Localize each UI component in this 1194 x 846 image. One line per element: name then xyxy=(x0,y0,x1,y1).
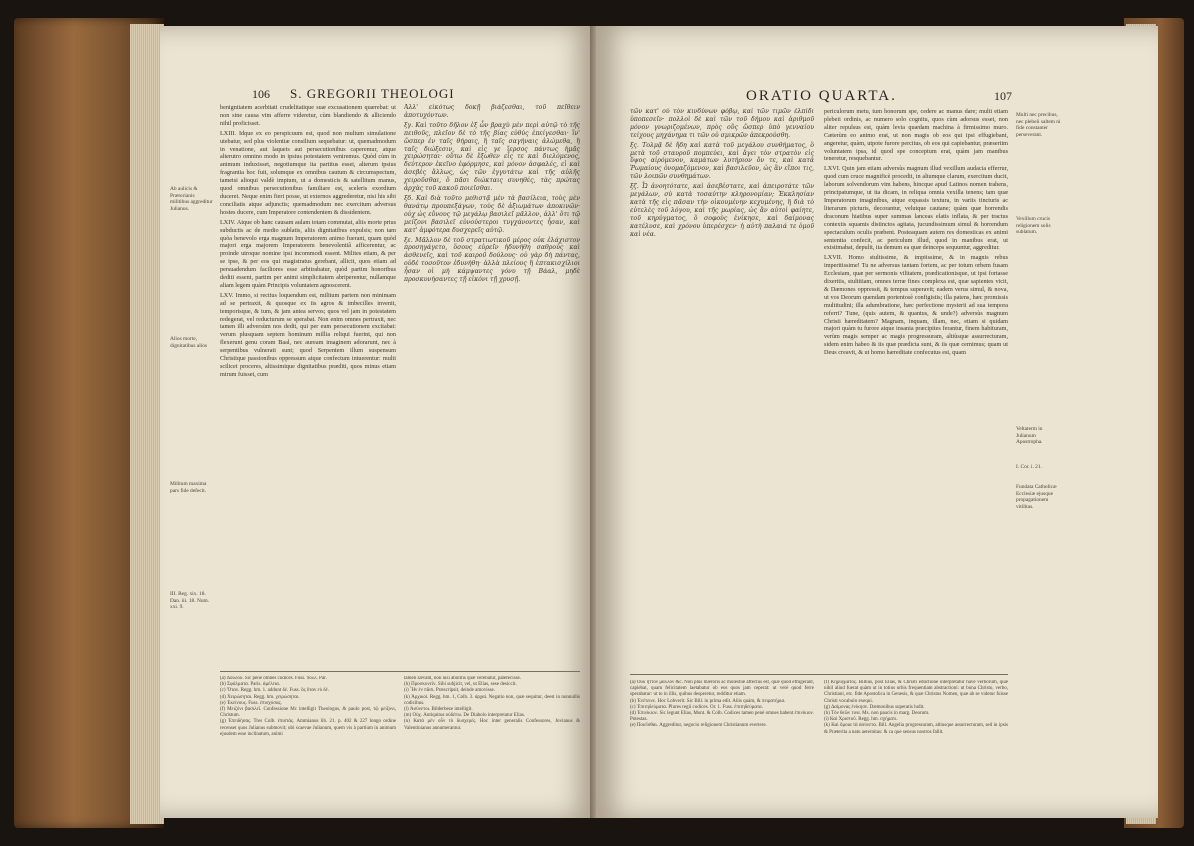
latin-paragraph: periculorum metu, tum honorum spe, cedere ac manus dare; multi etiam plebeii ordinis, ac numero solo cognitu, quos cùm adorsus esset, non aliter repulsus est, quàm levia quædam machina à firmissimo muro. Cæterùm eo animo erat, ut non magis ob eos qui ipsi effugiebant, angeretur, quàm, utpote furore percitus, ob eos qui capiebantur, præsertim voluntatem ipsa, id quod spe conceptum erat, quàm jam manibus teneretur, resquebantur. xyxy=(824,108,1008,163)
footnotes-right-column xyxy=(824,680,1008,806)
footnote: (g) Δαίμονας ἐνίκησε. Dæmonibus superatis ludit. xyxy=(824,704,925,710)
margin-note: Fundata Catholicæ Ecclesiæ ejusque propagationem vitilitas. xyxy=(1016,484,1057,510)
margin-note: Veltaterm in Julianum Apostropha. xyxy=(1016,426,1043,446)
footnote: (i) Καὶ Χριστοῦ. Regg. hm. σχήματι. xyxy=(824,717,898,723)
footnote-divider xyxy=(220,671,580,672)
greek-paragraph: ξδ. Καὶ διὰ τοῦτο μεθιστᾷ μὲν τὰ βασίλεια, τοὺς μὲν θανάτῳ προυπεξάγων, τοὺς δὲ ἀξιωμάτων ἀποκινῶν· οὐχ ὡς εὔνους τῷ μεγάλῳ βασιλεῖ μᾶλλον, ἀλλ' ὅτι τῷ μείζονι βασιλεῖ εὐνούστεροι τυγχάνοντες ἦσαν, καὶ κατ' ἀμφότερα δυσχερεῖς αὐτῷ. xyxy=(404,194,580,234)
footnote: (a) Οὐκ ἦττον μᾶλλον &c. Non plus mæroris ac molestiæ affectus est, quæ quod effugerant, capiebat, quam felicitatem laetabatur ob eos quos jam ceperat: ut verè quod ferre sperabatur: ut to in illis, quibus desperetur, redditur etiam. xyxy=(630,680,814,698)
greek-paragraph: τῶν κατ' οὐ τὸν κινδύνων φόβῳ, καὶ τῶν τιμῶν ἐλπίδι ὑποπεσεῖν· πολλοὶ δὲ καὶ τῶν τοῦ δήμου καὶ ἀριθμοῦ μόνον γνωριζομένων, πρὸς οὓς ὥσπερ ὑπὸ γενναίου τείχους μηχάνημα τι τῶν οὐ σμικρῶν ἀπεκρούσθη. xyxy=(630,108,814,139)
footnotes-left-column xyxy=(630,680,814,806)
latin-paragraph: LXVII. Homo stultissime, & impiissime, & in magnis rebus imperitissime! Tu ne adversus tantam fortem, ac per totum orbem fusam Ecclesiam, quæ per sermonis vilitatem, prædicationisque, ut ipsi fortasse dixeritis, stultitiam, omnes terræ fines complexa est, quæ sapientes vicit, & Dæmones oppressit, & tempus superavit; eadem verus simul, & nova, ut vos Deorum quendam portentosè configistis; illa patens, hæc promissis multitudini; illa adumbratione, hæc perfectione mysterii ad sua tempora referri? Tune, (quis autem, & quantus, & unde?) adversùs magnum Christi hæreditatem? Magnam, inquam, illam, nec, etiam si quidam majori quàm tu furore atque insania præcipites ferantur, finem habituram, verùm magis semper ac magis progressuram, altiùsque assurrecturam, sidem enim habeo & iis quæ prædicta sunt, & iis quæ cernimus; quam ut Deus creavit, & ut homo hæreditate confecutus est, quam xyxy=(824,254,1008,357)
latin-paragraph: benignitatem acerbitati crudelitatique suæ excusationem quærebat: ut non sine causa vim afferre videretur, cùm blandiendo & alliciendo nihil proficisset. xyxy=(220,104,396,127)
margin-note: Vexillum crucis religionem solis sublatum. xyxy=(1016,216,1051,236)
latin-paragraph: LXV. Immo, si rectius loquendum est, militum partem non minimam ad se pertraxit, & quosque ex iis agros & imbecilles invenit, temporisque, & tum, & jam antea servos; quos vel jam in potestatem redegerat, vel reducturum se sperabat. Non enim omnes pertraxit, nec tamen illi adversùm nos dedit, qui per eum persecutionem excitabat: verum plusquam septem hominum millia reliqui fuerint, qui non flexerunt genu coram Baal, nec auream imaginem adorarunt, nec à serpentibus vulnerati sunt; quod Serpentem illum suspensum Christique passionibus oppressum atque confectum intuerentur: multi scilicet proceres, altissimique dignitatibus præditi, quos minus etiam mirum fuisset, cum xyxy=(220,291,396,378)
footnote: (b) Σφάλματα. Paris. ἀμέλεια. xyxy=(220,682,280,688)
greek-paragraph: ξε. Μᾶλλον δὲ τοῦ στρατιωτικοῦ μέρος οὐκ ἐλάχιστον προσηγάγετο, ὅσους εὑρεῖν ἠδυνήθη σαθροὺς καὶ ἀσθενεῖς, καὶ τοῦ καιροῦ δούλους· οὐ γὰρ δὴ πάντας, οὐδὲ τοσοῦτον ἐδυνήθη· ἀλλὰ πλείους ἢ ἑπτακισχίλιοι ἦσαν οἱ μὴ κάμψαντες γόνυ τῇ Βάαλ, μηδὲ προσκυνήσαντες τῇ εἰκόνι τῇ χρυσῇ. xyxy=(404,236,580,284)
margin-note: Alios morte, dignitatibus alios xyxy=(170,336,207,349)
footnote: (k) Ἀρχικοί. Regg. hm. 1, Colb. 3. ἀρχαί. Negatio non, quæ sequitur, deest in nonnullis codicibus. xyxy=(404,694,580,706)
footnote: (h) Τὸν θεῶν τινα. Ms. non paucis in marg. Deorum. xyxy=(824,711,930,717)
footnote: (k) Καὶ ὅμοια τὰ ἀσύνετα. Bill. Angelia progressuram, altiusque assurrecturam, sed in ipsis & Præterita a natu aeternitas: & ca que sensus nostros fallit. xyxy=(824,723,1008,735)
latin-paragraph: LXVI. Quin jam etiam adversùs magnum illud vexillum audacia efferrur, quod cum cruce magnificè procedit, in altumque clarum, exercitum ducit, laborum solvendorum vim habens, hincque apud Latinos nomen trahens, principatumque, ut ita dicam, in reliqua omnia vexilla tenens; tam quæ Imperatorum imaginibus, atque expassis textura, in variis tincturis ac literarum picturis, decorantur, velutque cautane; quàm quæ horrendis draconum hiatibus super summas lanceas elatis inflata, & per tractus contextis squamis distinctos agitata, jucundissimum simul & horrendum spectaculum oculis præbent. Posteaquam autem res domesticas ex animi sententia confecit, ac periculum illud, quod in manibus erat, ut existimabat, depulit, ita demum ea quæ deinceps sequuntur, aggreditur. xyxy=(824,165,1008,252)
left-page-number: 106 xyxy=(252,87,270,101)
footnote: (a) Δούλου. Sic penè omnes codices. Fuss. πολλ. Par. xyxy=(220,676,327,681)
footnote: (l) Ἀσύνετοι. Bilderbeze intelligit. xyxy=(404,707,473,713)
greek-column xyxy=(404,104,580,666)
scripture-reference: III. Reg. xix. 18. Dan. iii. 18. Num. xxi. 9. xyxy=(170,591,210,611)
footnote: (g) Ἐπειδήσας. Tres Colb. ἐπιστάς. Ammianus lib. 21. p. 402 & 227 longo ordine recenset quos Julianus submovit; ubi scaevae Julianum, quem vis à partium in animum ejusdem esse inclinatum, animi xyxy=(220,719,396,737)
footnote: (d) Ἐπινίκιον. Sic legunt Elias, Mont. & Colb. Codices tamen penè omnes habent ἐπινίκιον. Potestas. xyxy=(630,711,814,723)
greek-column xyxy=(630,108,814,670)
footnotes-right-column xyxy=(404,676,580,806)
scripture-reference: I. Cor. i. 21. xyxy=(1016,464,1042,470)
footnote: (m) Οὐχ. Antiquitus οὐδέπω. De Diabolo interpretatur Elias. xyxy=(404,713,526,719)
greek-paragraph: ξγ. Καὶ τοῦτο δῆλον ἐξ ὧν βραχὺ μὲν περὶ αὐτῷ τὸ τῆς πειθοῦς, πλεῖον δὲ τὸ τῆς βίας εὐθὺς ἐπείγεσθαι· ἵν' ὥσπερ ἐν ταῖς θήραις, ἢ ταῖς σαγήναις ἁλώμεθα, ἢ ταῖς διώξεσιν, καὶ εἰς γε ἴερσος πάντως ἡμᾶς χειρώσηται· οὕτω δὲ ἔξωθεν εἶς τε καὶ διελόμενος, δεύτερον ἐκεῖνο ἐφόρμησε, καὶ μόνον ἀσφαλές, εἰ καὶ ἀσεβὲς ἄλλως, ὡς τῶν ἐγγυτάτω καὶ τῆς αὐλῆς χειροῦσθαι, ὃ πᾶσι διώκταις συνηθές, τὰς πρώτας ἀρχὰς τοῦ κακοῦ ποιεῖσθαι. xyxy=(404,121,580,193)
footnote-divider xyxy=(630,674,1008,675)
left-page xyxy=(160,26,596,818)
footnote: (b) Ἐνέτεινε. Hoc Lobverit. Sic Bill. in prima edit. Aliis quàm, & πειρατήρια. xyxy=(630,698,786,704)
margin-note: Militum maxima pars fide defecit. xyxy=(170,481,207,494)
latin-column xyxy=(824,108,1008,670)
footnote: (c) Ὅταν. Regg. hm. 1. addunt δέ. Fuss. ὃς ὅταν εὐ δέ. xyxy=(220,688,330,694)
footnote: (e) Ἐκείνους. Fuss. ἐπισχύσας. xyxy=(220,700,282,706)
footnote: (f) Μειζόνι βασιλεῖ. Confessione Mc intelligit Theologus, & paulo post, τῷ μείζονι, Christum. xyxy=(220,707,396,719)
greek-paragraph: ξζ. Ὦ ἀνοητότατε, καὶ ἀσεβέστατε, καὶ ἀπειροτάτε τῶν μεγάλων, σὺ κατὰ τοσαύτην κληρονομίαν; Ἐκκλησίαν κατὰ τῆς εἰς πᾶσαν τὴν οἰκουμένην κεχυμένης, ἣ διὰ τὸ εὐτελὲς τοῦ λόγου, καὶ τῆς μωρίας, ὡς ἂν αὐτοὶ φαίητε, τοῦ κηρύγματος, ὃ σοφοὺς ἐνίκησε, καὶ δαίμονας κατέλυσε, καὶ χρόνου ὑπερέσχεν· ἡ αὐτὴ παλαιά τε ὁμοῦ καὶ νέα. xyxy=(630,183,814,238)
footnote: (i) Ἦν ἐν πᾶσι. Præscripsit, deinde amovisse. xyxy=(404,688,496,694)
right-page-number: 107 xyxy=(994,89,1012,103)
greek-paragraph: Ἀλλ' εἰκότως δοκῇ βιάζεσθαι, τοῦ πεῖθειν ἀποτυχόντων. xyxy=(404,104,580,119)
latin-paragraph: LXIV. Atque ob hanc causam aulam totam commutat, aliis morte prius subductis ac de medio sublatis, aliis dignitatibus expulsis; non tam quòa benevolo erga magnum Imperatorem animo fuerant, quam quòd majori erga majorem Imperatorem benevolentiâ afficerentur, ac proinde utroque nomine ipsi incommodi essent. Milites etiam, & per se ipse, & per eos qui magistratus gerebant, allicit, quos etiam ad persuadendum faciliores esse arbitrabatur, quòd partim honoribus dediti essent, partim per animi simplicitatem abriperentur, nullamque aliam legem quàm Principis voluntatem agnoscerent. xyxy=(220,218,396,289)
greek-paragraph: ξς. Τολμᾷ δὲ ἤδη καὶ κατὰ τοῦ μεγάλου συνθήματος, ὃ μετὰ τοῦ σταυροῦ πομπεύει, καὶ ἄγει τὸν στρατὸν εἰς ὕψος αἰρόμενον, καμάτων λυτήριον ὄν τε, καὶ κατὰ Ῥωμαίους ὀνομαζόμενον, καὶ βασιλεῦον, ὡς ἂν εἴποι τις, τῶν λοιπῶν συνθημάτων. xyxy=(630,141,814,181)
footnote: (d) Χειρώσηται. Regg. hm. χειρώσηται. xyxy=(220,694,300,700)
footnotes-left-column xyxy=(220,676,396,806)
left-page-edges xyxy=(130,24,164,824)
margin-note: Ab aulicis & Prætorianis militibus aggreditur Julianus. xyxy=(170,186,213,212)
footnote: (n) Κατὰ μὲν οὖν τὸ δυσχερές. Hoc inter generalis Confessores, Jovianus & Valentinianus annumerantur. xyxy=(404,719,580,731)
right-running-head: ORATIO QUARTA. xyxy=(746,88,897,104)
footnote: (f) Κηρύγματος. Billius, post Elias, & Christi eductione interpretatur have verborum, quæ nihil aliud fuerat quàm ut in totius orbis frequentiam abstractioni: ut bona Christo, verbo, Christiani, etc. fide Apostolica in Genesis, & quæ Christus Nomen, quæ ab se videtur fuisse Christi vocabulo exequi. xyxy=(824,680,1008,704)
footnote: (c) Ἐπιτηδεύματα. Plures regii codices. Or. 1. Fuss. ἐπιτηδεύματα. xyxy=(630,704,763,710)
latin-column xyxy=(220,104,396,666)
footnote: (h) Προσκυνεῖν. Sibi subjicit, vel, ut Elias, sese desiccit. xyxy=(404,682,517,688)
latin-paragraph: LXIII. Idque ex eo perspicuum est, quod non multum simulatione utebatur, sed plus violentiæ consilium sequebatur: ut, quemadmodum in venatione, aut laqueis aut persecutionibus caperemur, atque alterutro omnino modo in ipsius potestatem veniremus. Quòd cùm in animum induxisset, negotiumque ita partitus esset, alterum ipsius fragrantia hoc fuit, solumque ex omnibus cautum & circumspectum, tametsi alioqui valdè impium, ut a domesticis & satellitum manus, quod omnibus persecutionibus familiare est, sceleris exordium duceret. Neque enim fieri posse, ut externos aggrederetur, nisi his sibi conciliatis atque adjunctis; quemadmodum nec exercitum adversus hostes ducere, cum Imperatore contendentem & dissidentem. xyxy=(220,129,396,216)
footnote: (e) Ποιεῖσθαι. Aggreditur, negocio religionem Christianum evertere. xyxy=(630,723,767,729)
footnote: tamen sævam, non nisi abolitis quæ verebatur, patefecisse. xyxy=(404,676,521,681)
margin-note: Multi nec precibus, nec plebeii saltem ni fide constanter perseverant. xyxy=(1016,112,1061,138)
left-running-head: S. GREGORII THEOLOGI xyxy=(290,86,455,101)
right-page xyxy=(596,26,1158,818)
